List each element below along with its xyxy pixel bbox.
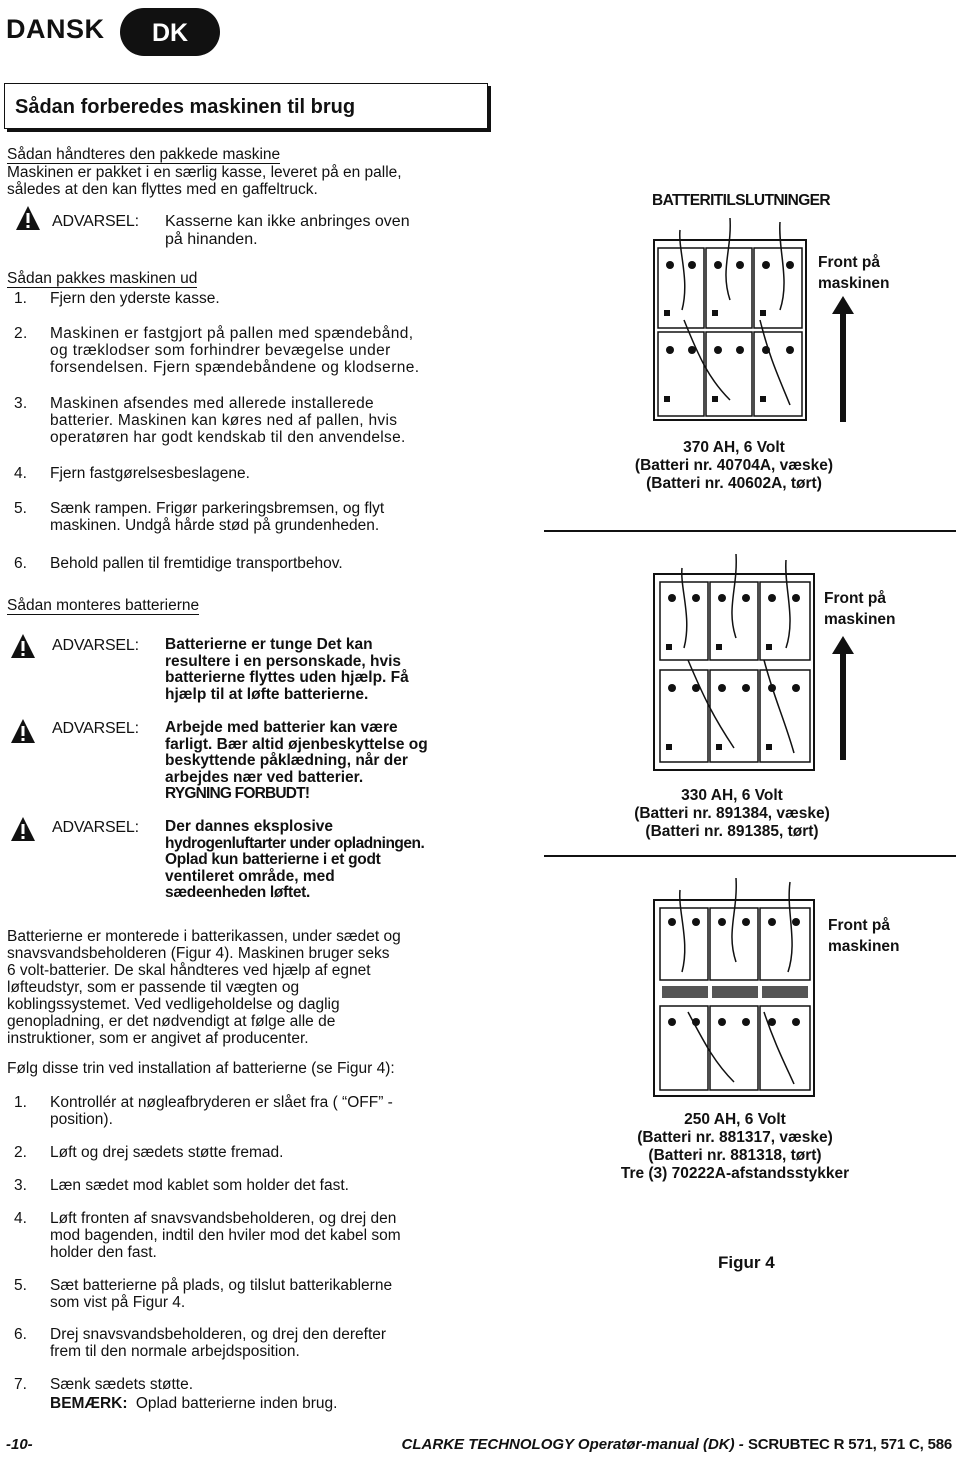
section-title: Sådan forberedes maskinen til brug [15,96,356,118]
step-line: Løft fronten af snavsvandsbeholderen, og drej den [50,1210,397,1227]
warning-label: ADVARSEL: [52,213,139,230]
warning-line: beskyttende påklædning, når der [165,752,408,769]
handling-heading: Sådan håndteres den pakkede maskine [7,146,281,163]
step-number: 3. [14,1177,27,1194]
step-number: 6. [14,1326,27,1343]
batteries-heading-text: Sådan monteres batterierne [7,597,200,614]
intro-line: snavsvandsbeholderen (Figur 4). Maskinen bruger seks [7,945,390,962]
battery-step [14,1210,484,1261]
warning-line: batterierne flyttes uden hjælp. Få [165,669,409,686]
step-line: Drej snavsvandsbeholderen, og drej den derefter [50,1326,387,1343]
unpack-step [14,290,484,307]
handling-line: Maskinen er pakket i en særlig kasse, leveret på en palle, [7,164,402,181]
step-line: Fjern fastgørelsesbeslagene. [50,465,250,482]
step-line: Sænk rampen. Frigør parkeringsbremsen, og flyt [50,500,385,517]
caption-line: Tre (3) 70222A-afstandsstykker [620,1165,850,1182]
warning-icon [10,816,36,847]
figure-title: BATTERITILSLUTNINGER [652,192,831,209]
warning-line: ventileret område, med [165,867,335,885]
footer-spacer [6,1430,956,1431]
front-label-line: Front på [818,254,880,271]
step-line: Behold pallen til fremtidige transportbehov. [50,555,343,572]
warning-label: ADVARSEL: [52,637,139,654]
warning-line: Oplad kun batterierne i et godt [165,851,381,868]
caption-line: 370 AH, 6 Volt [683,439,785,456]
caption-line: (Batteri nr. 40602A, tørt) [646,475,822,492]
front-label-line: maskinen [824,611,896,628]
step-line: Løft og drej sædets støtte fremad. [50,1144,284,1161]
warning-icon [10,718,36,749]
follow-text: Følg disse trin ved installation af batterierne (se Figur 4): [7,1060,395,1077]
warning-line: Der dannes eksplosive [165,818,333,835]
warning-icon [15,205,41,236]
front-label-line: maskinen [818,275,890,292]
note-text: Oplad batterierne inden brug. [135,1395,338,1412]
step-number: 2. [14,325,28,342]
battery-step [14,1277,484,1311]
warning-line: sædeenheden løftet. [165,884,311,901]
caption-line: 250 AH, 6 Volt [684,1111,786,1128]
battery-step [14,1144,484,1161]
intro-line: 6 volt-batterier. De skal håndteres ved hjælp af egnet [7,962,371,979]
batteries-intro [7,928,477,1047]
warning-text [165,213,410,249]
step-number: 3. [14,395,28,412]
language-badge: DK [120,8,220,56]
unpack-heading-text: Sådan pakkes maskinen ud [7,270,198,287]
batteries-heading [7,597,199,615]
page-number: -10- [6,1436,33,1453]
step-line: Fjern den yderste kasse. [50,290,220,307]
figure-divider [544,855,956,857]
figure-label: Figur 4 [718,1253,775,1272]
step-line: maskinen. Undgå hårde stød på grundenheden. [50,517,380,534]
step-number: 7. [14,1376,27,1393]
step-number: 5. [14,500,27,517]
step-number: 4. [14,1210,27,1227]
step-line: batterier. Maskinen kan køres ned af pallen, hvis [50,412,398,429]
unpack-step [14,500,484,534]
intro-line: koblingssystemet. Ved vedligeholdelse og daglig [7,996,340,1013]
caption-line: (Batteri nr. 881317, væske) [637,1129,833,1146]
unpack-heading [7,270,197,288]
note-label: BEMÆRK: [50,1395,128,1412]
battery-step [14,1094,484,1128]
language-label: DANSK [6,14,105,44]
warning-line: på hinanden. [165,231,258,248]
warning-line: Arbejde med batterier kan være [165,719,398,736]
figure-divider [544,530,956,532]
front-label-line: Front på [828,917,890,934]
step-line: holder den fast. [50,1244,157,1261]
battery-diagram-370ah [640,210,820,430]
front-label-line: Front på [824,590,886,607]
step-number: 5. [14,1277,27,1294]
warning-line: Batterierne er tunge Det kan [165,636,373,653]
intro-line: instruktioner, som er angivet af producenter. [7,1030,309,1047]
front-arrow-icon [832,636,854,760]
warning-line: resultere i en personskade, hvis [165,652,402,670]
warning-label: ADVARSEL: [52,720,139,737]
battery-diagram-250ah [640,872,820,1102]
caption-250ah [580,1111,890,1183]
section-title-box [4,83,488,129]
front-label [828,915,900,957]
caption-line: (Batteri nr. 881318, tørt) [648,1147,822,1164]
footer-text: CLARKE TECHNOLOGY Operatør-manual (DK) - [401,1436,748,1453]
front-arrow-icon [832,296,854,422]
warning-label: ADVARSEL: [52,819,139,836]
warning-text [165,720,428,803]
step-line: og træklodser som forhindrer bevægelse under [50,342,391,359]
intro-line: Batterierne er monterede i batterikassen, under sædet og [7,928,401,945]
warning-line: RYGNING FORBUDT! [165,785,310,802]
step-line: Læn sædet mod kablet som holder det fast. [50,1177,349,1194]
step-number: 1. [14,290,27,307]
intro-line: genopladning, er det nødvendigt at følge alle de [7,1013,336,1030]
step-line: operatøren har godt kendskab til den anvendelse. [50,429,406,446]
caption-line: (Batteri nr. 891384, væske) [634,805,830,822]
step-number: 4. [14,465,27,482]
step-line: Sæt batterierne på plads, og tilslut batterikablerne [50,1277,393,1294]
caption-330ah [592,787,872,841]
warning-icon [10,633,36,664]
front-label [818,252,890,294]
warning-line: farligt. Bær altid øjenbeskyttelse og [165,735,428,753]
step-line: frem til den normale arbejdsposition. [50,1343,300,1360]
caption-line: (Batteri nr. 891385, tørt) [645,823,819,840]
front-label-line: maskinen [828,938,900,955]
step-line: forsendelsen. Fjern spændebåndene og klodserne. [50,359,420,376]
battery-step [14,1177,484,1194]
warning-line: Kasserne kan ikke anbringes oven [165,213,410,230]
step-line: mod bagenden, indtil den hviler mod det kabel som [50,1227,401,1244]
step-line: Sænk sædets støtte. [50,1376,193,1393]
warning-text [165,637,409,703]
warning-line: arbejdes nær ved batterier. [165,768,364,786]
footer-text-wrap [402,1436,952,1453]
step-number: 2. [14,1144,27,1161]
warning-line: hjælp til at løfte batterierne. [165,685,369,703]
caption-370ah [594,439,874,493]
step-line: Maskinen er fastgjort på pallen med spændebånd, [50,325,414,342]
battery-diagram-330ah [640,548,820,778]
step-line: Maskinen afsendes med allerede installerede [50,395,374,412]
unpack-step [14,465,484,482]
handling-line: således at den kan flyttes med en gaffeltruck. [7,181,318,198]
front-label [824,588,896,630]
unpack-step [14,325,484,376]
step-number: 1. [14,1094,27,1111]
battery-step [14,1326,484,1360]
footer [6,1436,956,1453]
unpack-step [14,555,484,572]
handling-section [7,146,487,198]
step-line: Kontrollér at nøgleafbryderen er slået fra ( “OFF” - [50,1094,393,1111]
caption-line: 330 AH, 6 Volt [681,787,783,804]
intro-line: løfteudstyr, som er passende til vægten og [7,979,300,996]
step-number: 6. [14,555,27,572]
footer-model: SCRUBTEC R 571, 571 C, 586 [747,1436,952,1453]
step-line: position). [50,1111,113,1128]
unpack-step [14,395,484,446]
warning-text [165,819,424,902]
battery-step [14,1376,484,1412]
caption-line: (Batteri nr. 40704A, væske) [634,457,834,474]
warning-line: hydrogenluftarter under opladningen. [165,834,425,852]
step-line: som vist på Figur 4. [50,1294,186,1311]
